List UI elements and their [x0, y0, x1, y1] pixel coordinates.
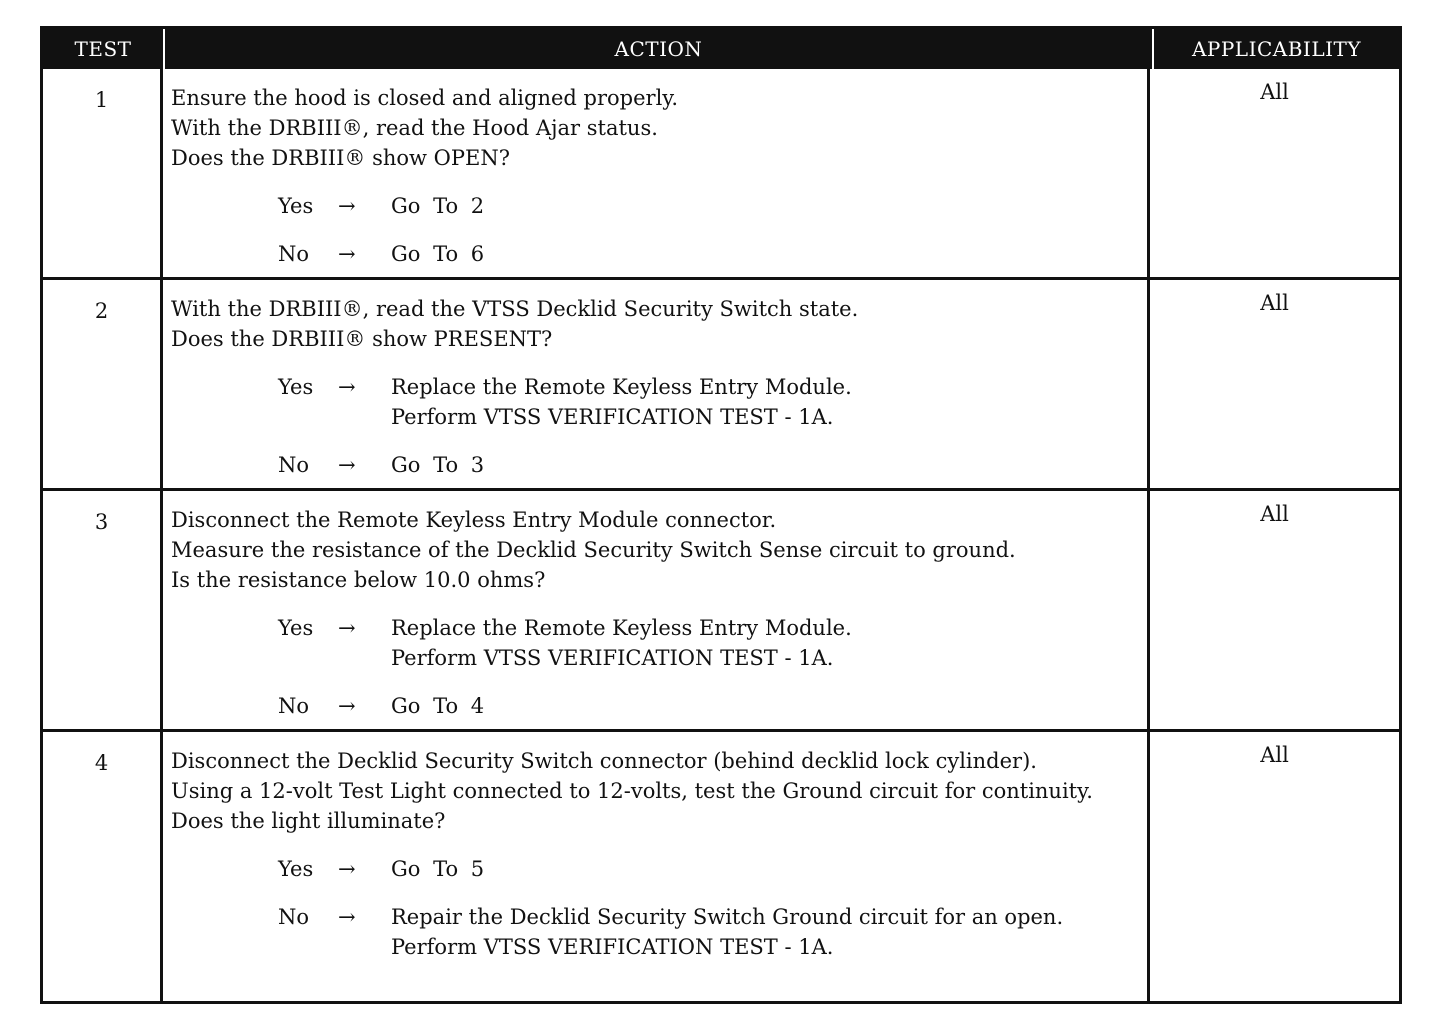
arrow-right-icon: → [338, 616, 356, 640]
header-action: ACTION [165, 29, 1154, 69]
action-line: Ensure the hood is closed and aligned properly. [171, 86, 679, 110]
test-number: 4 [43, 732, 163, 1001]
result-line: Replace the Remote Keyless Entry Module. [391, 375, 852, 399]
arrow-right-icon: → [338, 453, 356, 477]
result-line: Go To 6 [391, 242, 485, 266]
arrow-right-icon: → [338, 375, 356, 399]
action-line: Is the resistance below 10.0 ohms? [171, 568, 546, 592]
branch-result [391, 902, 1143, 962]
table-row [43, 732, 1399, 1001]
result-line: Go To 5 [391, 857, 485, 881]
action-line: With the DRBIII®, read the VTSS Decklid Security Switch state. [171, 297, 859, 321]
arrow-right-icon: → [338, 905, 356, 929]
no-branch [278, 691, 1143, 721]
test-number: 3 [43, 491, 163, 729]
branch-result [391, 613, 1143, 673]
result-line: Perform VTSS VERIFICATION TEST - 1A. [391, 646, 834, 670]
result-line: Perform VTSS VERIFICATION TEST - 1A. [391, 405, 834, 429]
table-row [43, 69, 1399, 280]
arrow-right-icon: → [338, 694, 356, 718]
result-line: Repair the Decklid Security Switch Ground circuit for an open. [391, 905, 1064, 929]
action-line: With the DRBIII®, read the Hood Ajar status. [171, 116, 658, 140]
header-applicability: APPLICABILITY [1191, 37, 1362, 61]
diagnostic-test-table [40, 26, 1402, 1004]
action-cell [163, 280, 1150, 488]
branch-result [391, 372, 1143, 432]
arrow-right-icon: → [338, 857, 356, 881]
yes-label: Yes [278, 194, 314, 218]
branch-result [391, 191, 1143, 221]
action-line: Does the DRBIII® show PRESENT? [171, 327, 553, 351]
no-branch [278, 239, 1143, 269]
applicability-cell: All [1260, 291, 1289, 315]
table-row [43, 491, 1399, 732]
no-branch [278, 450, 1143, 480]
test-number: 1 [43, 69, 163, 277]
no-label: No [278, 694, 310, 718]
yes-branch [278, 854, 1143, 884]
action-line: Measure the resistance of the Decklid Security Switch Sense circuit to ground. [171, 538, 1016, 562]
header-test: TEST [43, 29, 165, 69]
action-line: Disconnect the Remote Keyless Entry Module connector. [171, 508, 777, 532]
action-line: Disconnect the Decklid Security Switch connector (behind decklid lock cylinder). [171, 749, 1037, 773]
arrow-right-icon: → [338, 194, 356, 218]
applicability-cell: All [1260, 743, 1289, 767]
yes-branch [278, 191, 1143, 221]
table-row [43, 280, 1399, 491]
result-line: Go To 4 [391, 694, 485, 718]
result-line: Replace the Remote Keyless Entry Module. [391, 616, 852, 640]
no-label: No [278, 905, 310, 929]
action-line: Does the DRBIII® show OPEN? [171, 146, 510, 170]
branch-result [391, 450, 1143, 480]
branch-result [391, 854, 1143, 884]
no-branch [278, 902, 1143, 962]
branch-result [391, 239, 1143, 269]
test-number: 2 [43, 280, 163, 488]
action-cell [163, 69, 1150, 277]
table-header [43, 29, 1399, 69]
no-label: No [278, 453, 310, 477]
action-cell [163, 491, 1150, 729]
action-line: Using a 12-volt Test Light connected to 12-volts, test the Ground circuit for continuity. [171, 779, 1093, 803]
yes-label: Yes [278, 857, 314, 881]
result-line: Perform VTSS VERIFICATION TEST - 1A. [391, 935, 834, 959]
yes-branch [278, 372, 1143, 432]
applicability-cell: All [1260, 502, 1289, 526]
applicability-cell: All [1260, 80, 1289, 104]
arrow-right-icon: → [338, 242, 356, 266]
no-label: No [278, 242, 310, 266]
action-line: Does the light illuminate? [171, 809, 446, 833]
yes-branch [278, 613, 1143, 673]
branch-result [391, 691, 1143, 721]
action-cell [163, 732, 1150, 1001]
yes-label: Yes [278, 375, 314, 399]
result-line: Go To 2 [391, 194, 485, 218]
yes-label: Yes [278, 616, 314, 640]
result-line: Go To 3 [391, 453, 485, 477]
